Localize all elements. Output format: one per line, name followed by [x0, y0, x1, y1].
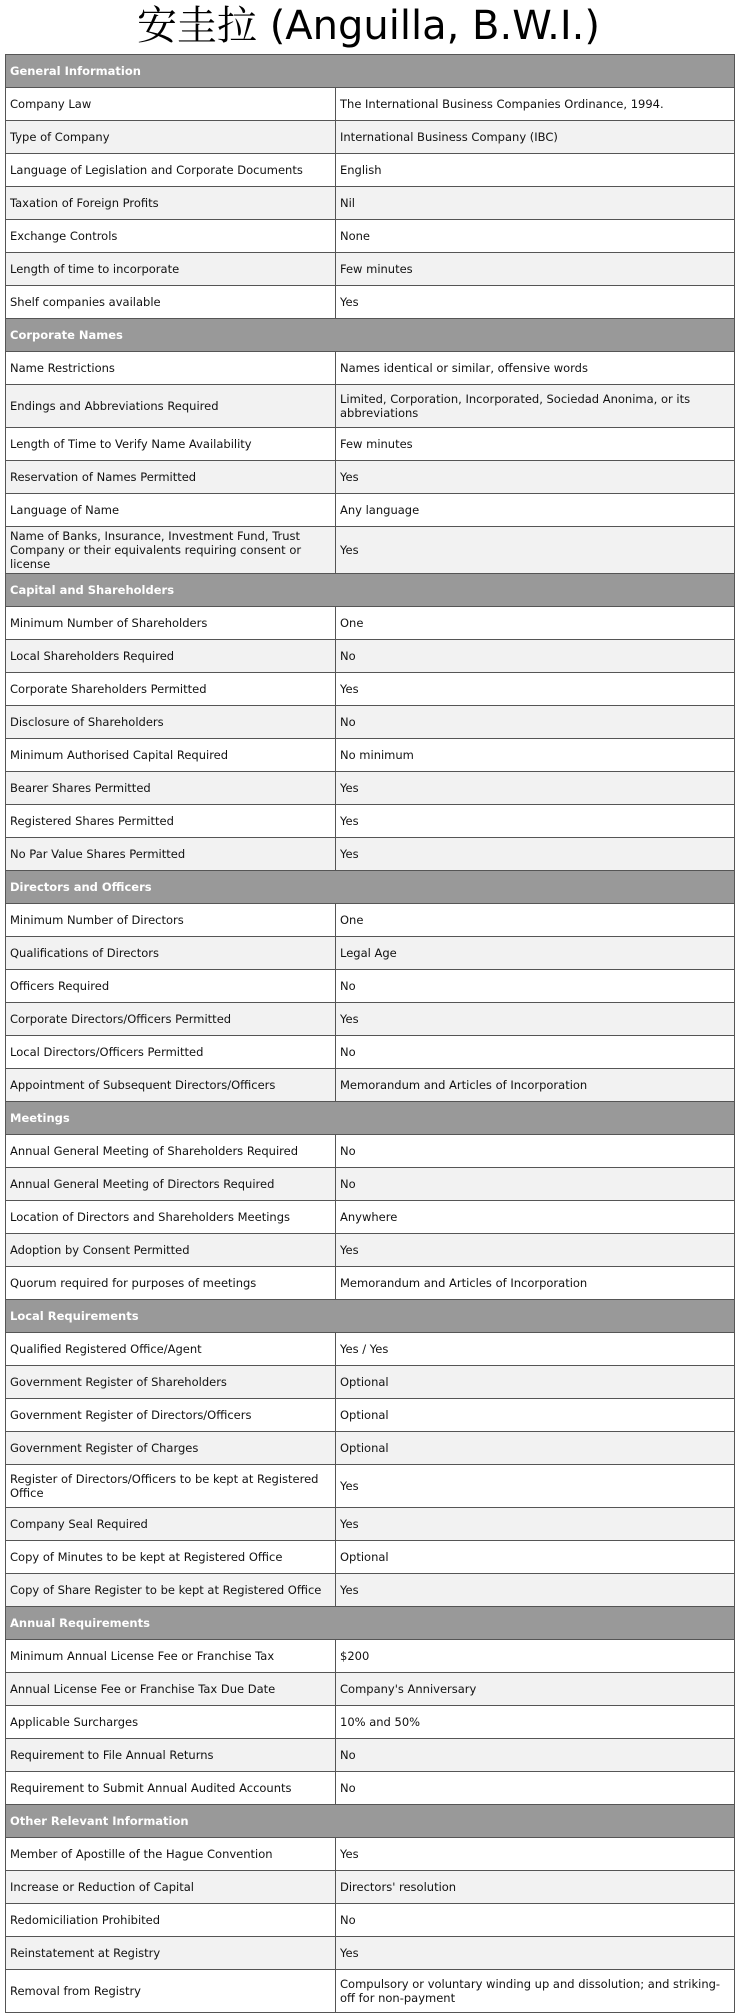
row-label: Registered Shares Permitted: [6, 805, 336, 838]
row-value: One: [336, 607, 735, 640]
row-value: Optional: [336, 1541, 735, 1574]
row-label: Applicable Surcharges: [6, 1706, 336, 1739]
row-value: Memorandum and Articles of Incorporation: [336, 1069, 735, 1102]
table-row: [6, 607, 735, 640]
section-title: Local Requirements: [6, 1300, 735, 1333]
row-value: Yes / Yes: [336, 1333, 735, 1366]
row-label: Minimum Authorised Capital Required: [6, 739, 336, 772]
table-row: [6, 1333, 735, 1366]
table-row: [6, 1069, 735, 1102]
row-label: Company Law: [6, 88, 336, 121]
row-value: Names identical or similar, offensive words: [336, 352, 735, 385]
table-row: [6, 494, 735, 527]
row-value: 10% and 50%: [336, 1706, 735, 1739]
row-label: Register of Directors/Officers to be kept at Registered Office: [6, 1465, 336, 1508]
row-value: Yes: [336, 286, 735, 319]
section-title: Meetings: [6, 1102, 735, 1135]
row-label: Qualifications of Directors: [6, 937, 336, 970]
table-row: [6, 1267, 735, 1300]
row-label: Local Shareholders Required: [6, 640, 336, 673]
table-row: [6, 1640, 735, 1673]
section-header: [6, 871, 735, 904]
section-title: Capital and Shareholders: [6, 574, 735, 607]
section-header: [6, 574, 735, 607]
row-value: Yes: [336, 1465, 735, 1508]
row-value: Any language: [336, 494, 735, 527]
table-row: [6, 88, 735, 121]
row-value: No: [336, 970, 735, 1003]
table-row: [6, 1508, 735, 1541]
table-row: [6, 772, 735, 805]
row-value: Yes: [336, 1508, 735, 1541]
table-row: [6, 673, 735, 706]
row-value: Anywhere: [336, 1201, 735, 1234]
row-label: Reservation of Names Permitted: [6, 461, 336, 494]
row-label: Annual License Fee or Franchise Tax Due Date: [6, 1673, 336, 1706]
table-row: [6, 527, 735, 574]
row-label: Name of Banks, Insurance, Investment Fund, Trust Company or their equivalents requiring consent or license: [6, 527, 336, 574]
table-row: [6, 838, 735, 871]
row-value: No: [336, 1772, 735, 1805]
table-row: [6, 1201, 735, 1234]
table-row: [6, 1399, 735, 1432]
row-label: Increase or Reduction of Capital: [6, 1871, 336, 1904]
row-value: English: [336, 154, 735, 187]
row-value: No: [336, 1904, 735, 1937]
table-row: [6, 1904, 735, 1937]
table-row: [6, 187, 735, 220]
row-label: No Par Value Shares Permitted: [6, 838, 336, 871]
table-row: [6, 640, 735, 673]
table-row: [6, 253, 735, 286]
section-header: [6, 1102, 735, 1135]
row-value: Memorandum and Articles of Incorporation: [336, 1267, 735, 1300]
row-label: Reinstatement at Registry: [6, 1937, 336, 1970]
row-value: Yes: [336, 1234, 735, 1267]
row-label: Exchange Controls: [6, 220, 336, 253]
row-label: Company Seal Required: [6, 1508, 336, 1541]
section-header: [6, 55, 735, 88]
table-row: [6, 706, 735, 739]
row-value: Optional: [336, 1399, 735, 1432]
row-label: Copy of Share Register to be kept at Registered Office: [6, 1574, 336, 1607]
row-label: Requirement to Submit Annual Audited Accounts: [6, 1772, 336, 1805]
row-label: Endings and Abbreviations Required: [6, 385, 336, 428]
row-label: Officers Required: [6, 970, 336, 1003]
row-label: Adoption by Consent Permitted: [6, 1234, 336, 1267]
company-info-body: [6, 55, 735, 2013]
row-value: No: [336, 1036, 735, 1069]
row-label: Appointment of Subsequent Directors/Officers: [6, 1069, 336, 1102]
row-label: Corporate Shareholders Permitted: [6, 673, 336, 706]
table-row: [6, 154, 735, 187]
table-row: [6, 1003, 735, 1036]
row-label: Name Restrictions: [6, 352, 336, 385]
table-row: [6, 1739, 735, 1772]
row-label: Requirement to File Annual Returns: [6, 1739, 336, 1772]
row-label: Bearer Shares Permitted: [6, 772, 336, 805]
row-value: Optional: [336, 1432, 735, 1465]
table-row: [6, 739, 735, 772]
table-row: [6, 1574, 735, 1607]
table-row: [6, 121, 735, 154]
row-value: Limited, Corporation, Incorporated, Sociedad Anonima, or its abbreviations: [336, 385, 735, 428]
table-row: [6, 1970, 735, 2013]
row-label: Taxation of Foreign Profits: [6, 187, 336, 220]
table-row: [6, 461, 735, 494]
row-label: Length of time to incorporate: [6, 253, 336, 286]
table-row: [6, 1465, 735, 1508]
table-row: [6, 1772, 735, 1805]
row-value: Yes: [336, 461, 735, 494]
section-header: [6, 1300, 735, 1333]
table-row: [6, 1871, 735, 1904]
row-label: Location of Directors and Shareholders Meetings: [6, 1201, 336, 1234]
row-label: Minimum Number of Directors: [6, 904, 336, 937]
row-label: Member of Apostille of the Hague Convention: [6, 1838, 336, 1871]
page-title: 安圭拉 (Anguilla, B.W.I.): [136, 3, 600, 49]
row-value: No: [336, 1739, 735, 1772]
row-value: No: [336, 640, 735, 673]
table-row: [6, 937, 735, 970]
table-row: [6, 805, 735, 838]
row-value: No: [336, 1135, 735, 1168]
table-row: [6, 970, 735, 1003]
row-value: None: [336, 220, 735, 253]
section-header: [6, 1805, 735, 1838]
row-value: International Business Company (IBC): [336, 121, 735, 154]
row-value: Directors' resolution: [336, 1871, 735, 1904]
row-value: Yes: [336, 1937, 735, 1970]
section-title: Corporate Names: [6, 319, 735, 352]
company-info-table: [5, 54, 735, 2013]
row-label: Government Register of Directors/Officers: [6, 1399, 336, 1432]
section-header: [6, 319, 735, 352]
row-label: Copy of Minutes to be kept at Registered Office: [6, 1541, 336, 1574]
section-title: Annual Requirements: [6, 1607, 735, 1640]
row-value: No: [336, 1168, 735, 1201]
row-label: Minimum Number of Shareholders: [6, 607, 336, 640]
row-value: Legal Age: [336, 937, 735, 970]
row-label: Disclosure of Shareholders: [6, 706, 336, 739]
row-label: Shelf companies available: [6, 286, 336, 319]
section-title: General Information: [6, 55, 735, 88]
table-row: [6, 1937, 735, 1970]
row-label: Quorum required for purposes of meetings: [6, 1267, 336, 1300]
row-label: Minimum Annual License Fee or Franchise Tax: [6, 1640, 336, 1673]
row-value: Optional: [336, 1366, 735, 1399]
row-value: Yes: [336, 673, 735, 706]
row-value: Few minutes: [336, 428, 735, 461]
row-label: Annual General Meeting of Directors Required: [6, 1168, 336, 1201]
row-label: Language of Name: [6, 494, 336, 527]
row-label: Local Directors/Officers Permitted: [6, 1036, 336, 1069]
row-value: Yes: [336, 1003, 735, 1036]
row-value: Yes: [336, 805, 735, 838]
row-label: Type of Company: [6, 121, 336, 154]
table-row: [6, 1673, 735, 1706]
table-row: [6, 1432, 735, 1465]
table-row: [6, 1234, 735, 1267]
row-value: Few minutes: [336, 253, 735, 286]
table-row: [6, 1168, 735, 1201]
table-row: [6, 1706, 735, 1739]
row-label: Length of Time to Verify Name Availability: [6, 428, 336, 461]
row-value: One: [336, 904, 735, 937]
row-label: Corporate Directors/Officers Permitted: [6, 1003, 336, 1036]
table-row: [6, 1366, 735, 1399]
row-value: $200: [336, 1640, 735, 1673]
row-value: Yes: [336, 838, 735, 871]
row-value: Yes: [336, 1574, 735, 1607]
row-label: Government Register of Charges: [6, 1432, 336, 1465]
row-value: No minimum: [336, 739, 735, 772]
row-value: Yes: [336, 772, 735, 805]
row-value: Compulsory or voluntary winding up and dissolution; and striking-off for non-payment: [336, 1970, 735, 2013]
section-title: Other Relevant Information: [6, 1805, 735, 1838]
row-value: The International Business Companies Ordinance, 1994.: [336, 88, 735, 121]
row-label: Language of Legislation and Corporate Documents: [6, 154, 336, 187]
table-row: [6, 352, 735, 385]
table-row: [6, 1541, 735, 1574]
row-value: Yes: [336, 527, 735, 574]
table-row: [6, 1838, 735, 1871]
section-title: Directors and Officers: [6, 871, 735, 904]
table-row: [6, 1135, 735, 1168]
row-label: Annual General Meeting of Shareholders Required: [6, 1135, 336, 1168]
table-row: [6, 428, 735, 461]
table-row: [6, 904, 735, 937]
row-value: Yes: [336, 1838, 735, 1871]
row-value: No: [336, 706, 735, 739]
table-row: [6, 1036, 735, 1069]
row-value: Nil: [336, 187, 735, 220]
row-label: Redomiciliation Prohibited: [6, 1904, 336, 1937]
table-row: [6, 385, 735, 428]
row-label: Removal from Registry: [6, 1970, 336, 2013]
section-header: [6, 1607, 735, 1640]
table-row: [6, 286, 735, 319]
row-value: Company's Anniversary: [336, 1673, 735, 1706]
table-row: [6, 220, 735, 253]
row-label: Qualified Registered Office/Agent: [6, 1333, 336, 1366]
row-label: Government Register of Shareholders: [6, 1366, 336, 1399]
